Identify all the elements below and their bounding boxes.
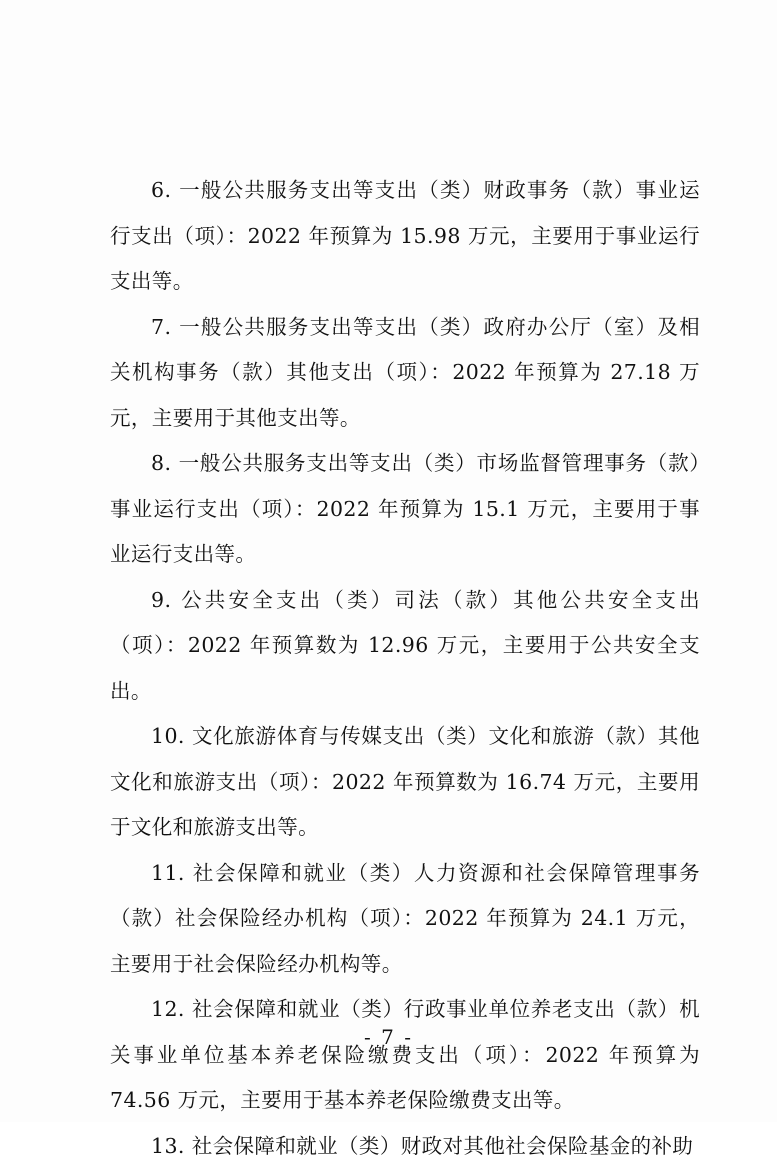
page-number: - 7 -: [0, 1025, 777, 1049]
paragraph-item-9: 9. 公共安全支出（类）司法（款）其他公共安全支出（项）：2022 年预算数为 12.96 万元，主要用于公共安全支出。: [110, 578, 700, 715]
paragraph-item-8: 8. 一般公共服务支出等支出（类）市场监督管理事务（款）事业运行支出（项）：2022 年预算为 15.1 万元，主要用于事业运行支出等。: [110, 441, 700, 578]
paragraph-item-11: 11. 社会保障和就业（类）人力资源和社会保障管理事务（款）社会保险经办机构（项）：2022 年预算为 24.1 万元，主要用于社会保险经办机构等。: [110, 851, 700, 988]
paragraph-item-6: 6. 一般公共服务支出等支出（类）财政事务（款）事业运行支出（项）：2022 年预算为 15.98 万元，主要用于事业运行支出等。: [110, 168, 700, 305]
paragraph-item-7: 7. 一般公共服务支出等支出（类）政府办公厅（室）及相关机构事务（款）其他支出（项）：2022 年预算为 27.18 万元，主要用于其他支出等。: [110, 305, 700, 442]
paragraph-item-13: 13. 社会保障和就业（类）财政对其他社会保险基金的补助: [110, 1124, 700, 1169]
body-text: [110, 168, 700, 1169]
paragraph-item-12: 12. 社会保障和就业（类）行政事业单位养老支出（款）机关事业单位基本养老保险缴费支出（项）：2022 年预算为 74.56 万元，主要用于基本养老保险缴费支出等。: [110, 987, 700, 1124]
paragraph-item-10: 10. 文化旅游体育与传媒支出（类）文化和旅游（款）其他文化和旅游支出（项）：2022 年预算数为 16.74 万元，主要用于文化和旅游支出等。: [110, 714, 700, 851]
